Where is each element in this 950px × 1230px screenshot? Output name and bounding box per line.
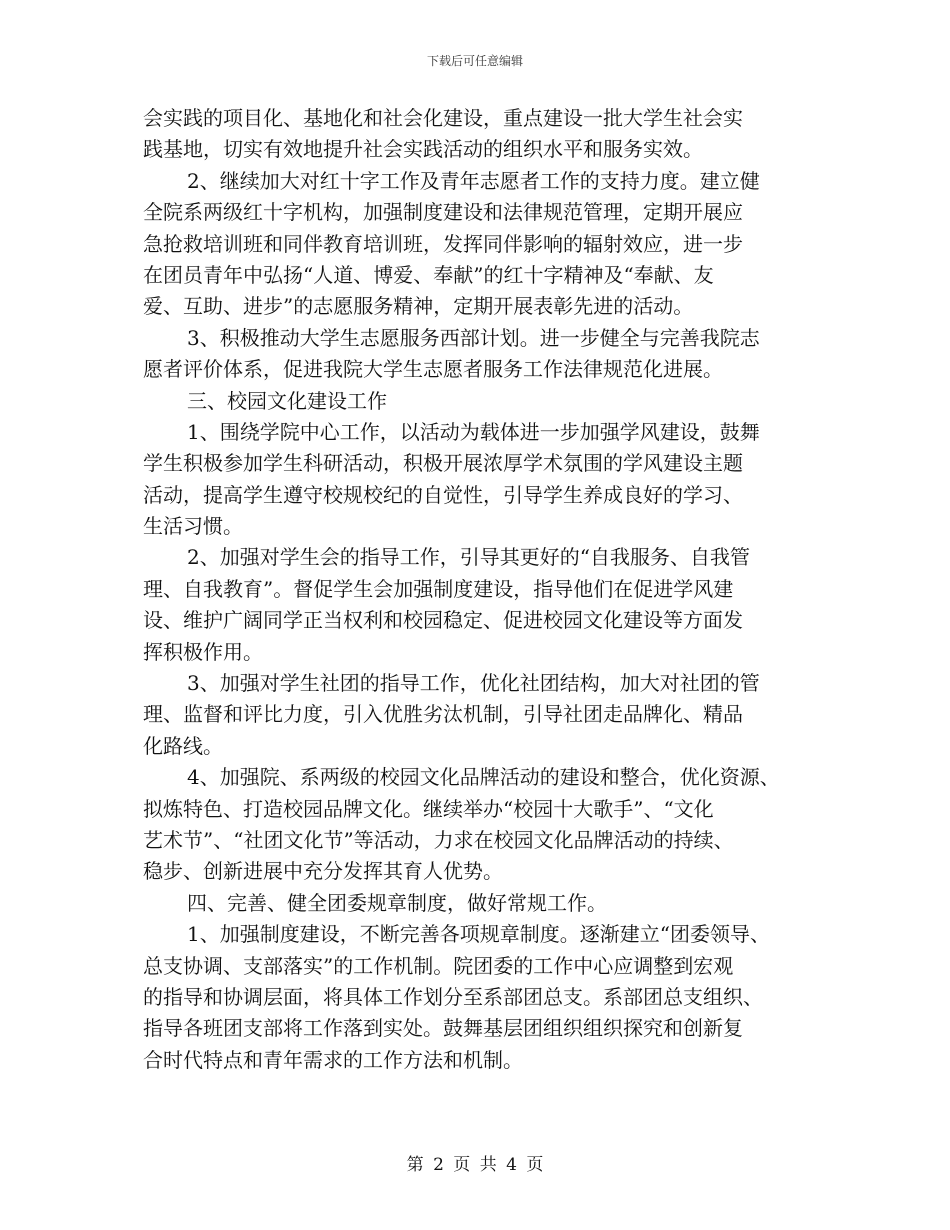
text-line: 稳步、创新进展中充分发挥其育人优势。 xyxy=(143,859,503,884)
text-line: 践基地，切实有效地提升社会实践活动的组织水平和服务实效。 xyxy=(143,137,703,162)
text-line: 生活习惯。 xyxy=(143,514,243,539)
text-line: 的指导和协调层面，将具体工作划分至系部团总支。系部团总支组织、 xyxy=(143,984,763,1009)
text-line: 爱、互助、进步”的志愿服务精神，定期开展表彰先进的活动。 xyxy=(143,294,694,319)
text-line: 全院系两级红十字机构，加强制度建设和法律规范管理，定期开展应 xyxy=(143,200,743,225)
text-line: 化路线。 xyxy=(143,733,223,758)
document-body xyxy=(143,103,808,1076)
text-line: 急抢救培训班和同伴教育培训班，发挥同伴影响的辐射效应，进一步 xyxy=(143,231,743,256)
text-line: 拟炼特色、打造校园品牌文化。继续举办“校园十大歌手”、“文化 xyxy=(143,796,714,821)
text-line: 1、围绕学院中心工作，以活动为载体进一步加强学风建设，鼓舞 xyxy=(187,419,760,444)
page-header: 下载后可任意编辑 xyxy=(426,54,523,68)
text-line: 三、校园文化建设工作 xyxy=(187,388,387,413)
text-line: 艺术节”、“社团文化节”等活动，力求在校园文化品牌活动的持续、 xyxy=(143,827,734,852)
text-line: 愿者评价体系，促进我院大学生志愿者服务工作法律规范化进展。 xyxy=(143,357,723,382)
text-line: 挥积极作用。 xyxy=(143,639,263,664)
text-line: 3、积极推动大学生志愿服务西部计划。进一步健全与完善我院志 xyxy=(187,325,760,350)
text-line: 理、自我教育”。督促学生会加强制度建设，指导他们在促进学风建 xyxy=(143,576,734,601)
text-line: 2、继续加大对红十字工作及青年志愿者工作的支持力度。建立健 xyxy=(187,168,760,193)
text-line: 理、监督和评比力度，引入优胜劣汰机制，引导社团走品牌化、精品 xyxy=(143,702,743,727)
text-line: 会实践的项目化、基地化和社会化建设，重点建设一批大学生社会实 xyxy=(143,106,743,130)
text-line: 总支协调、支部落实”的工作机制。院团委的工作中心应调整到宏观 xyxy=(143,953,734,978)
text-line: 设、维护广阔同学正当权利和校园稳定、促进校园文化建设等方面发 xyxy=(143,608,743,633)
text-line: 2、加强对学生会的指导工作，引导其更好的“自我服务、自我管 xyxy=(187,545,750,570)
text-line: 4、加强院、系两级的校园文化品牌活动的建设和整合，优化资源、 xyxy=(187,765,780,790)
text-line: 指导各班团支部将工作落到实处。鼓舞基层团组织组织探究和创新复 xyxy=(143,1016,743,1041)
text-line: 1、加强制度建设，不断完善各项规章制度。逐渐建立“团委领导、 xyxy=(187,922,770,947)
text-line: 学生积极参加学生科研活动，积极开展浓厚学术氛围的学风建设主题 xyxy=(143,451,743,476)
text-line: 合时代特点和青年需求的工作方法和机制。 xyxy=(143,1047,523,1072)
text-line: 3、加强对学生社团的指导工作，优化社团结构，加大对社团的管 xyxy=(187,671,760,696)
text-line: 活动，提高学生遵守校规校纪的自觉性，引导学生养成良好的学习、 xyxy=(143,482,743,507)
text-line: 在团员青年中弘扬“人道、博爱、奉献”的红十字精神及“奉献、友 xyxy=(143,262,714,287)
page-footer: 第 2 页 共 4 页 xyxy=(406,1155,544,1175)
text-line: 四、完善、健全团委规章制度，做好常规工作。 xyxy=(187,890,607,915)
